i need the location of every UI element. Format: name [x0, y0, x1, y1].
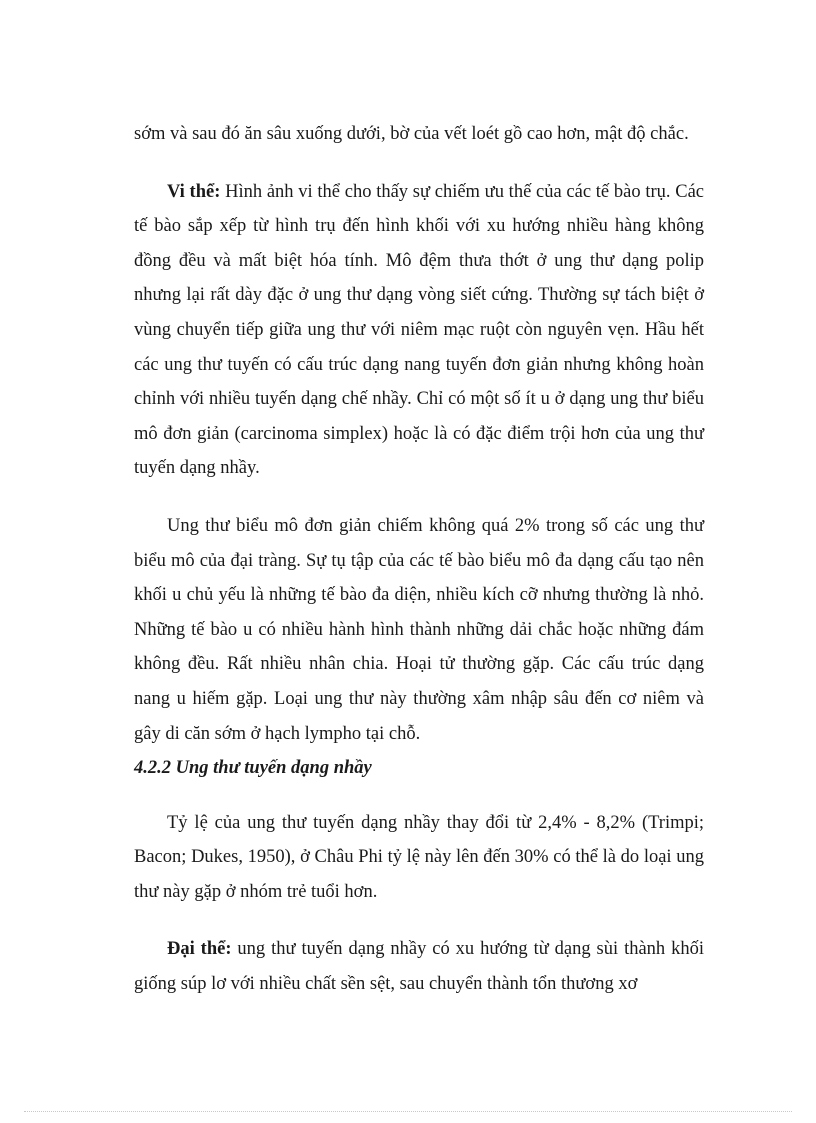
macroscopy-text: ung thư tuyến dạng nhầy có xu hướng từ dạng sùi thành khối giống súp lơ với nhiều chất sền sệt, sau chuyển thành tổn thương xơ: [134, 939, 704, 995]
macroscopy-label: Đại thể:: [167, 939, 232, 960]
microscopy-text: Hình ảnh vi thể cho thấy sự chiếm ưu thế của các tế bào trụ. Các tế bào sắp xếp từ hình trụ đến hình khối với xu hướng nhiều hàng không đồng đều và mất biệt hóa tính. Mô đệm thưa thớt ở ung thư dạng polip nhưng lại rất dày đặc ở ung thư dạng vòng siết cứng. Thường sự tách biệt ở vùng chuyển tiếp giữa ung thư với niêm mạc ruột còn nguyên vẹn. Hầu hết các ung thư tuyến có cấu trúc dạng nang tuyến đơn giản nhưng không hoàn chỉnh với nhiều tuyến dạng chế nhầy. Chỉ có một số ít u ở dạng ung thư biểu mô đơn giản (carcinoma simplex) hoặc là có đặc điểm trội hơn của ung thư tuyến dạng nhầy.: [134, 181, 704, 479]
paragraph-intro: sớm và sau đó ăn sâu xuống dưới, bờ của vết loét gồ cao hơn, mật độ chắc.: [134, 124, 689, 144]
paragraph-microscopy: [134, 175, 704, 486]
paragraph-incidence-rate: Tỷ lệ của ung thư tuyến dạng nhầy thay đổi từ 2,4% - 8,2% (Trimpi; Bacon; Dukes, 1950), ở Châu Phi tỷ lệ này lên đến 30% có thể là do loại ung thư này gặp ở nhóm trẻ tuổi hơn.: [134, 812, 704, 902]
section-heading: 4.2.2 Ung thư tuyến dạng nhầy: [134, 758, 372, 779]
footer-divider: [24, 1111, 792, 1112]
paragraph-macroscopy: [134, 932, 704, 1001]
paragraph-carcinoma-simplex: Ung thư biểu mô đơn giản chiếm không quá 2% trong số các ung thư biểu mô của đại tràng. Sự tụ tập của các tế bào biểu mô đa dạng cấu tạo nên khối u chủ yếu là những tế bào đa diện, nhiều kích cỡ nhưng thường là nhỏ. Những tế bào u có nhiều hành hình thành những dải chắc hoặc những đám không đều. Rất nhiều nhân chia. Hoại tử thường gặp. Các cấu trúc dạng nang u hiếm gặp. Loại ung thư này thường xâm nhập sâu đến cơ niêm và gây di căn sớm ở hạch lympho tại chỗ.: [134, 515, 704, 744]
microscopy-label: Vi thể:: [167, 181, 221, 202]
document-body: [134, 117, 704, 1002]
